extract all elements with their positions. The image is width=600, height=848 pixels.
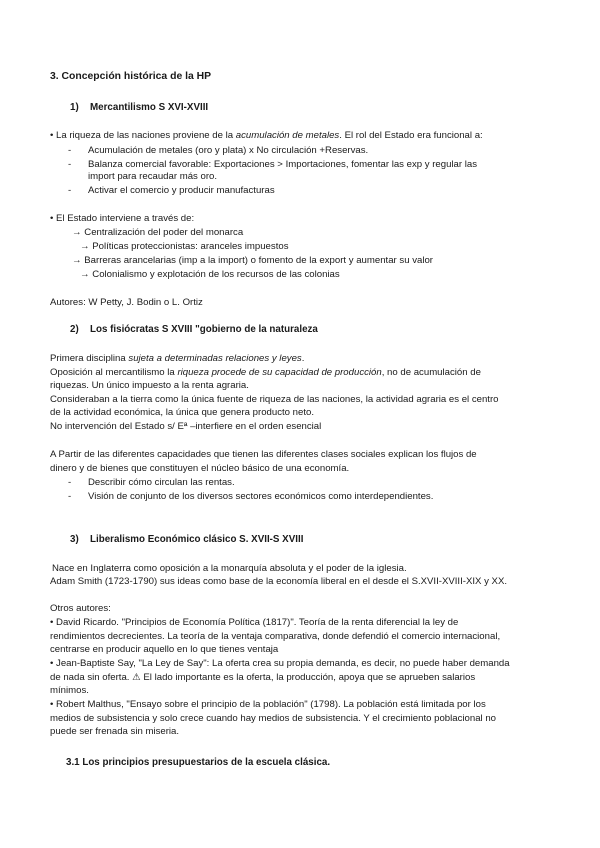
paragraph-line: dinero y de bienes que constituyen el núcleo básico de una economía. [50, 463, 350, 474]
paragraph-line: A Partir de las diferentes capacidades que tienen las diferentes clases sociales explican los flujos de [50, 449, 477, 460]
paragraph-line: Nace en Inglaterra como oposición a la monarquía absoluta y el poder de la iglesia. [52, 563, 407, 574]
paragraph-line [50, 352, 304, 365]
heading-mercantilismo [70, 101, 208, 114]
heading-number: 2) [70, 324, 79, 335]
dash-bullet: - [68, 185, 72, 196]
heading-text: Mercantilismo S XVI-XVIII [90, 102, 209, 113]
paragraph-line: No intervención del Estado s/ Eª –interfiere en el orden esencial [50, 421, 322, 432]
arrow-item: → Colonialismo y explotación de los recursos de las colonias [80, 269, 340, 280]
dash-bullet: - [68, 477, 72, 488]
heading-liberalismo [70, 533, 303, 546]
heading-fisiocratas [70, 323, 318, 336]
list-item: Acumulación de metales (oro y plata) x No circulación +Reservas. [88, 145, 369, 156]
paragraph-line: de la actividad económica, la única que genera producto neto. [50, 407, 315, 418]
paragraph-line: Adam Smith (1723-1790) sus ideas como base de la economía liberal en el desde el S.XVII-XVIII-XIX y XX. [50, 576, 508, 587]
paragraph-riqueza [50, 129, 483, 142]
arrow-item: → Centralización del poder del monarca [72, 227, 244, 238]
italic-text: acumulación de metales [235, 130, 340, 141]
paragraph-line: riquezas. Un único impuesto a la renta agraria. [50, 380, 249, 391]
italic-text: riqueza procede de su capacidad de producción [177, 367, 382, 378]
list-item-continued: import para recaudar más oro. [88, 171, 218, 182]
paragraph-line: rendimientos decrecientes. La teoría de la ventaja comparativa, donde defendió el comercio internacional, [50, 631, 501, 642]
paragraph-line: medios de subsistencia y solo crece cuando hay medios de subsistencia. Y el crecimiento poblacional no [50, 713, 497, 724]
text: . El rol del Estado era funcional a: [339, 130, 483, 141]
heading-number: 1) [70, 102, 79, 113]
list-item: Describir cómo circulan las rentas. [88, 477, 235, 488]
subsection-heading: 3.1 Los principios presupuestarios de la escuela clásica. [66, 757, 331, 768]
list-item: Balanza comercial favorable: Exportaciones > Importaciones, fomentar las exp y regular las [88, 159, 478, 170]
arrow-item: → Barreras arancelarias (imp a la import) o fomento de la export y aumentar su valor [72, 255, 433, 266]
text: Oposición al mercantilismo la [50, 367, 178, 378]
paragraph-line: • David Ricardo. "Principios de Economía Política (1817)". Teoría de la renta diferencial la ley de [50, 617, 459, 628]
text: • La riqueza de las naciones proviene de la [50, 130, 236, 141]
text: Primera disciplina [50, 353, 129, 364]
heading-number: 3) [70, 534, 79, 545]
paragraph-line [50, 366, 481, 379]
paragraph-line: Consideraban a la tierra como la única fuente de riqueza de las naciones, la actividad agraria es el centro [50, 394, 499, 405]
paragraph-line: de nada sin oferta. ⚠ El lado importante es la oferta, la producción, apoya que se aprueben salarios [50, 672, 476, 683]
arrow-item: → Políticas proteccionistas: aranceles impuestos [80, 241, 289, 252]
dash-bullet: - [68, 159, 72, 170]
list-item: Activar el comercio y producir manufacturas [88, 185, 275, 196]
dash-bullet: - [68, 145, 72, 156]
heading-text: Liberalismo Económico clásico S. XVII-S XVIII [90, 534, 304, 545]
list-item: Visión de conjunto de los diversos sectores económicos como interdependientes. [88, 491, 434, 502]
paragraph-line: mínimos. [50, 685, 89, 696]
dash-bullet: - [68, 491, 72, 502]
text: , no de acumulación de [381, 367, 481, 378]
heading-text: Los fisiócratas S XVIII "gobierno de la naturaleza [90, 324, 318, 335]
paragraph-line: • Robert Malthus, "Ensayo sobre el principio de la población" (1798). La población está limitada por los [50, 699, 486, 710]
paragraph-line: puede ser frenada sin miseria. [50, 726, 180, 737]
paragraph-estado: • El Estado interviene a través de: [50, 213, 195, 224]
paragraph-line: Otros autores: [50, 603, 111, 614]
paragraph-line: • Jean-Baptiste Say, "La Ley de Say": La oferta crea su propia demanda, es decir, no puede haber demanda [50, 658, 510, 669]
authors-line: Autores: W Petty, J. Bodin o L. Ortiz [50, 297, 203, 308]
italic-text: sujeta a determinadas relaciones y leyes [128, 353, 302, 364]
text: . [301, 353, 305, 364]
paragraph-line: centrarse en producir aquello en lo que tienes ventaja [50, 644, 279, 655]
section-title: 3. Concepción histórica de la HP [50, 71, 212, 82]
